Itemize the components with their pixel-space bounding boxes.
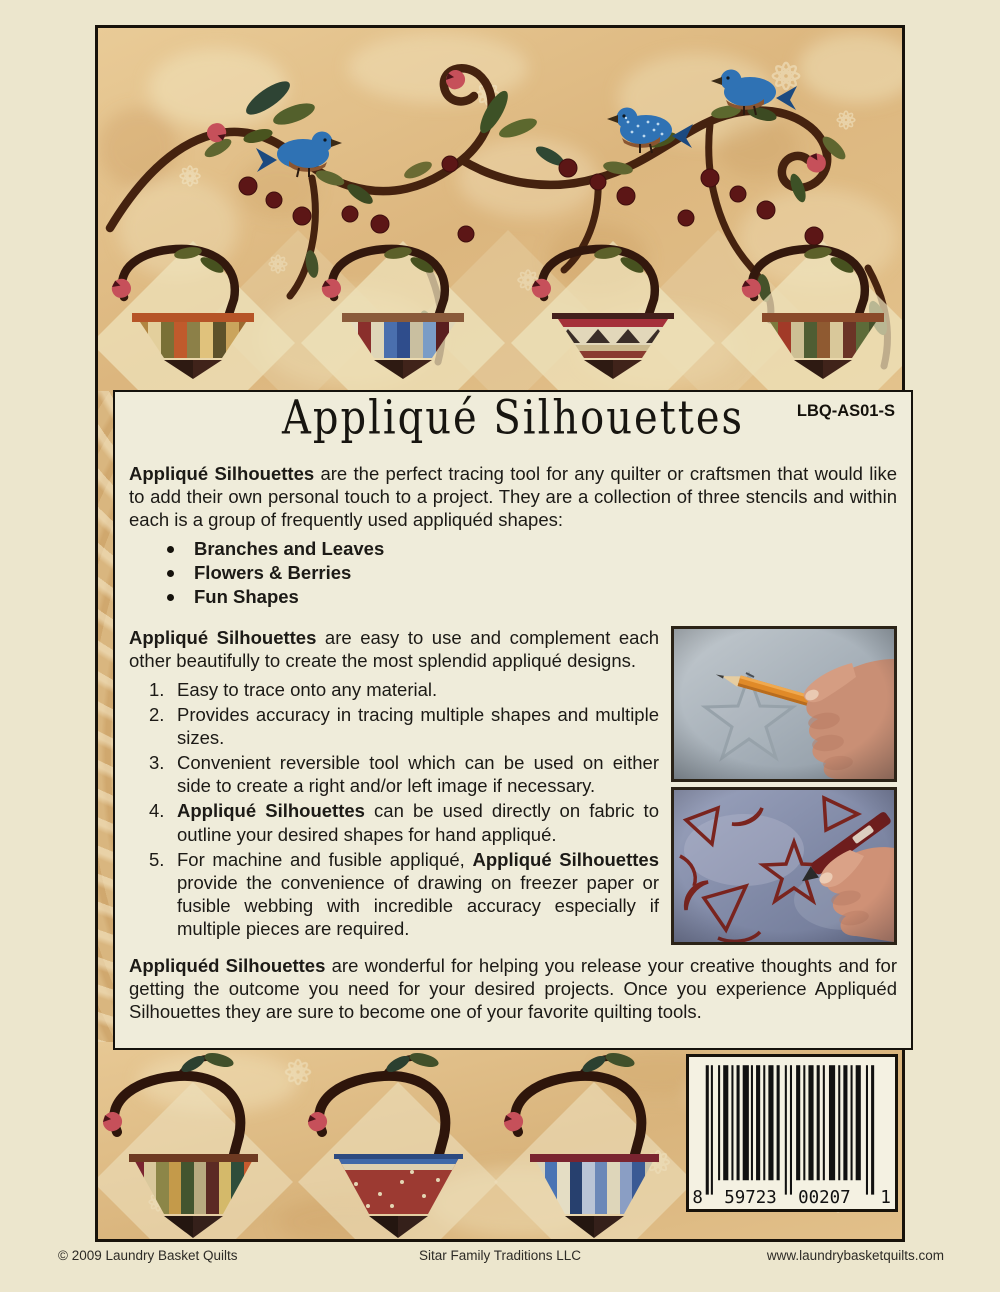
step-item: 5. For machine and fusible appliqué, Appliqué Silhouettes provide the convenience of drawing on freezer paper or fusible webbing with incredible accuracy especially if multiple pieces are required. <box>149 848 659 940</box>
step-item: 3. Convenient reversible tool which can be used on either side to create a right and/or left image if necessary. <box>149 752 659 797</box>
product-code: LBQ-AS01-S <box>796 402 895 420</box>
bullet-dot-icon <box>167 546 174 553</box>
lattice-diamonds <box>208 230 808 391</box>
benefits-paragraph: Appliqué Silhouettes are easy to use and complement each other beautifully to create the most splendid appliqué designs. <box>129 626 659 671</box>
bullet-dot-icon <box>167 570 174 577</box>
quilt-frame <box>95 25 905 1242</box>
barcode-digits-group2: 00207 <box>798 1187 851 1208</box>
list-item: Branches and Leaves <box>167 537 897 561</box>
photo-column <box>671 626 897 950</box>
outro-paragraph: Appliquéd Silhouettes are wonderful for helping you release your creative thoughts and for getting the outcome you need for your desired projects. Once you experience Appliquéd Silhouettes they are sure to become one of your favorite quilting tools. <box>129 955 897 1023</box>
publisher-text: Sitar Family Traditions LLC <box>418 1248 582 1263</box>
barcode <box>686 1054 898 1212</box>
barcode-digit-right: 1 <box>880 1187 891 1208</box>
copyright-text: © 2009 Laundry Basket Quilts <box>58 1248 238 1263</box>
barcode-digits-group1: 59723 <box>724 1187 777 1208</box>
step-item: 1. Easy to trace onto any material. <box>149 678 438 700</box>
footer <box>0 1248 1000 1268</box>
feature-list <box>129 537 897 609</box>
photo-tracing-pencil <box>671 626 897 782</box>
bullet-dot-icon <box>167 594 174 601</box>
quilt-photo-top <box>98 28 902 391</box>
barcode-digit-left: 8 <box>692 1187 703 1208</box>
title-row <box>129 391 897 458</box>
step-item: 4. Appliqué Silhouettes can be used directly on fabric to outline your desired shapes for hand appliqué. <box>149 800 659 845</box>
step-item: 2. Provides accuracy in tracing multiple shapes and multiple sizes. <box>149 703 659 749</box>
barcode-bars <box>689 1057 895 1209</box>
list-item: Fun Shapes <box>167 585 897 609</box>
website-url: www.laundrybasketquilts.com <box>766 1248 944 1263</box>
product-title: Appliqué Silhouettes <box>281 391 745 445</box>
photo-tracing-marker <box>671 787 897 945</box>
info-panel <box>113 390 913 1050</box>
list-item: Flowers & Berries <box>167 561 897 585</box>
intro-paragraph: Appliqué Silhouettes are the perfect tracing tool for any quilter or craftsmen that would like to add their own personal touch to a project. They are a collection of three stencils and within each is a group of frequently used appliquéd shapes: <box>129 463 897 531</box>
